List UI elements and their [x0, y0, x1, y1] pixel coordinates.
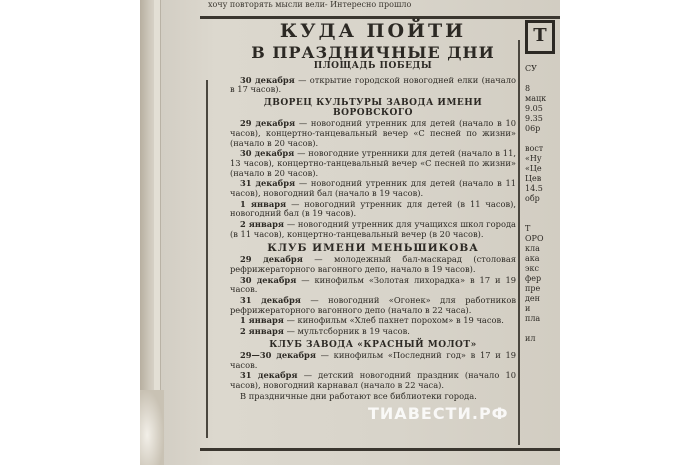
entry-text: — новогодний утренник для детей (начало в 10 часов), концертно-танцевальный вечер «С песней по жизни» (начало в 20 часов). [230, 118, 516, 148]
entry-date: 30 декабря [240, 74, 295, 85]
adjacent-column-lines [525, 64, 560, 344]
adjacent-column-line: обр [525, 194, 540, 203]
entry-text: — открытие городской новогодней елки (начало в 17 часов). [230, 74, 516, 95]
watermark: ТИАВЕСТИ.РФ [368, 404, 509, 423]
article-sections [230, 62, 516, 391]
schedule-entry [230, 255, 516, 274]
entry-date: 29 декабря [240, 118, 296, 129]
entry-date: 29—30 декабря [240, 349, 316, 360]
adjacent-column-line: и [525, 304, 531, 313]
schedule-entry [230, 351, 516, 370]
top-rule [200, 16, 560, 19]
newspaper-photo [140, 0, 560, 465]
entry-text: — кинофильм «Хлеб пахнет порохом» в 19 часов. [283, 315, 504, 326]
adjacent-column-line: «Це [525, 164, 542, 173]
schedule-entry [230, 200, 516, 219]
entry-text: — молодежный бал-маскарад (столовая рефрижераторного вагонного депо, начало в 19 часов). [230, 254, 516, 274]
adjacent-column-line: ил [525, 334, 536, 343]
article [230, 20, 516, 402]
schedule-entry [230, 119, 516, 148]
entry-date: 30 декабря [240, 148, 295, 159]
adjacent-column-line [525, 204, 560, 214]
entry-date: 30 декабря [240, 274, 297, 285]
entry-date: 29 декабря [240, 254, 303, 265]
entry-text: — детский новогодний праздник (начало 10 часов), новогодний карнавал (начало в 22 часа). [230, 370, 516, 390]
schedule-entry [230, 76, 516, 95]
adjacent-column-line [525, 74, 560, 84]
section-heading: ДВОРЕЦ КУЛЬТУРЫ ЗАВОДА ИМЕНИ ВОРОВСКОГО [263, 98, 483, 119]
adjacent-column-line [525, 324, 560, 334]
entry-text: — новогодний утренник для учащихся школ города (в 11 часов), концертно-танцевальный вечер (в 20 часов). [230, 219, 516, 239]
schedule-entry [230, 220, 516, 239]
adjacent-column-line [525, 134, 560, 144]
paper-wear [140, 390, 164, 465]
adjacent-column-line: 14.5 [525, 184, 543, 193]
right-column-rule [518, 40, 520, 445]
section-heading: ПЛОЩАДЬ ПОБЕДЫ [313, 61, 433, 71]
entry-date: 2 января [240, 219, 285, 230]
entry-text: — кинофильм «Золотая лихорадка» в 17 и 19 часов. [230, 274, 516, 295]
adjacent-column-head: Т [525, 20, 555, 54]
adjacent-column-line: кла [525, 244, 540, 253]
bottom-rule [200, 448, 560, 451]
adjacent-column-line: 06р [525, 124, 541, 133]
adjacent-column-line: «Ну [525, 154, 542, 163]
adjacent-column-line: 9.35 [525, 114, 543, 123]
schedule-entry [230, 296, 516, 315]
entry-text: — новогодние утренники для детей (начало в 11, 13 часов), концертно-танцевальный вечер «С песней по жизни» (начало в 20 часов). [230, 148, 516, 178]
adjacent-column [525, 20, 560, 344]
adjacent-column-line: мацк [525, 94, 547, 103]
entry-text: — мультсборник в 19 часов. [283, 326, 410, 337]
schedule-entry [230, 149, 516, 178]
entry-date: 31 декабря [240, 370, 298, 381]
entry-text: — новогодний утренник для детей (начало в 11 часов), новогодний бал (начало в 19 часов). [230, 178, 516, 199]
entry-text: — кинофильм «Последний год» в 17 и 19 часов. [230, 349, 517, 370]
schedule-entry [230, 327, 516, 337]
schedule-entry [230, 371, 516, 390]
adjacent-column-line: ден [525, 294, 540, 303]
entry-date: 31 декабря [240, 295, 301, 306]
adjacent-column-line: вост [525, 144, 544, 153]
entry-text: — новогодний утренник для детей (в 11 часов), новогодний бал (в 19 часов). [230, 198, 517, 219]
adjacent-column-line: ОРО [525, 234, 544, 243]
adjacent-column-line: пла [525, 314, 541, 323]
adjacent-column-line: ака [525, 254, 540, 263]
entry-date: 31 декабря [240, 178, 296, 189]
entry-date: 2 января [240, 326, 284, 337]
entry-date: 1 января [240, 315, 284, 326]
section-heading: КЛУБ ИМЕНИ МЕНЬШИКОВА [267, 241, 479, 254]
adjacent-column-line: СУ [525, 64, 537, 73]
left-column-rule [206, 80, 208, 438]
adjacent-column-line [525, 214, 560, 224]
top-strip-text: хочу повторять мысли вели- Интересно прошло [208, 0, 412, 9]
adjacent-column-line: Т [525, 224, 531, 233]
article-title-line2: В ПРАЗДНИЧНЫЕ ДНИ [251, 43, 495, 62]
adjacent-column-line: 9.05 [525, 104, 543, 113]
schedule-entry [230, 316, 516, 326]
article-title-line1: КУДА ПОЙТИ [279, 20, 467, 42]
adjacent-column-line: 8 [525, 84, 531, 93]
section-heading: КЛУБ ЗАВОДА «КРАСНЫЙ МОЛОТ» [269, 339, 477, 350]
schedule-entry [230, 179, 516, 198]
adjacent-column-line: пре [525, 284, 541, 293]
entry-date: 1 января [240, 198, 287, 209]
adjacent-column-line: фер [525, 274, 542, 283]
adjacent-column-line: экс [525, 264, 539, 273]
adjacent-column-line: Цев [525, 174, 542, 183]
article-footer: В праздничные дни работают все библиотеки города. [240, 390, 477, 401]
schedule-entry [230, 276, 516, 295]
entry-text: — новогодний «Огонек» для работников рефрижераторного вагонного депо (начало в 22 часа). [230, 295, 516, 315]
